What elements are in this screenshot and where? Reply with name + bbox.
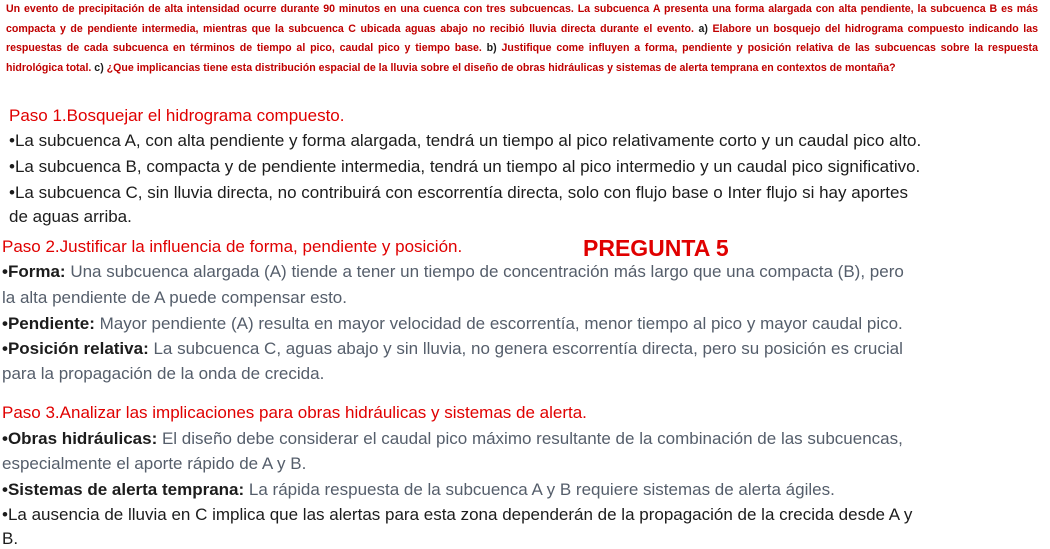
paso1-bullet-a: •La subcuenca A, con alta pendiente y forma alargada, tendrá un tiempo al pico relativamente corto y un caudal pico alto. bbox=[9, 131, 922, 150]
label-b: b) bbox=[486, 42, 497, 54]
paso2-title: Justificar la influencia de forma, pendiente y posición. bbox=[59, 237, 463, 256]
question-statement bbox=[6, 0, 1038, 78]
pendiente-text: Mayor pendiente (A) resulta en mayor velocidad de escorrentía, menor tiempo al pico y mayor caudal pico. bbox=[99, 314, 903, 333]
paso2-heading bbox=[2, 236, 462, 257]
paso3-heading bbox=[2, 402, 587, 423]
paso3-label: Paso 3. bbox=[2, 403, 60, 422]
forma-item bbox=[2, 261, 904, 282]
obras-item bbox=[2, 428, 903, 449]
paso2-label: Paso 2. bbox=[2, 237, 60, 256]
label-a: a) bbox=[698, 22, 708, 35]
posicion-label: •Posición relativa: bbox=[2, 339, 149, 358]
paso1-bullet-c-cont: de aguas arriba. bbox=[9, 207, 132, 226]
sistemas-text: La rápida respuesta de la subcuenca A y B requiere sistemas de alerta ágiles. bbox=[248, 480, 835, 499]
paso1-heading bbox=[9, 105, 344, 126]
ausencia-text: •La ausencia de lluvia en C implica que las alertas para esta zona dependerán de la propagación de la crecida desde A y bbox=[2, 505, 913, 524]
posicion-text: La subcuenca C, aguas abajo y sin lluvia, no genera escorrentía directa, pero su posición es crucial bbox=[153, 339, 903, 358]
question-intro: Un evento de precipitación de alta intensidad ocurre durante 90 minutos en una cuenca con tres subcuencas. La subcuenca A presenta una forma alargada con alta pendiente, la subcuenca B es más compacta y de pendiente intermedia, mientras que la subcuenca C ubicada aguas abajo no recibió lluvia directa durante el evento. bbox=[6, 3, 1038, 35]
question-part-a: Elabore un bosquejo del hidrograma compuesto indicando las respuestas de cada subcuenca en términos de tiempo al pico, caudal pico y tiempo base. bbox=[6, 22, 1038, 54]
question-part-c: ¿Que implicancias tiene esta distribución espacial de la lluvia sobre el diseño de obras hidráulicas y sistemas de alerta temprana en contextos de montaña? bbox=[106, 61, 896, 74]
forma-label: •Forma: bbox=[2, 262, 66, 281]
sistemas-item bbox=[2, 479, 835, 500]
paso3-title: Analizar las implicaciones para obras hidráulicas y sistemas de alerta. bbox=[59, 403, 587, 422]
posicion-item bbox=[2, 338, 903, 359]
obras-text: El diseño debe considerar el caudal pico máximo resultante de la combinación de las subcuencas, bbox=[161, 429, 903, 448]
obras-text-cont: especialmente el aporte rápido de A y B. bbox=[2, 454, 307, 473]
forma-text: Una subcuenca alargada (A) tiende a tener un tiempo de concentración más largo que una compacta (B), pero bbox=[70, 262, 904, 281]
label-c: c) bbox=[94, 61, 104, 74]
pregunta-title: PREGUNTA 5 bbox=[583, 235, 729, 261]
paso1-title: Bosquejar el hidrograma compuesto. bbox=[66, 106, 345, 125]
sistemas-label: •Sistemas de alerta temprana: bbox=[2, 480, 245, 499]
obras-label: •Obras hidráulicas: bbox=[2, 429, 158, 448]
forma-text-cont: la alta pendiente de A puede compensar esto. bbox=[2, 288, 347, 307]
paso1-bullet-b: •La subcuenca B, compacta y de pendiente intermedia, tendrá un tiempo al pico intermedio y un caudal pico significativo. bbox=[9, 157, 921, 176]
paso1-bullet-c: •La subcuenca C, sin lluvia directa, no contribuirá con escorrentía directa, solo con flujo base o Inter flujo si hay aportes bbox=[9, 183, 908, 202]
posicion-text-cont: para la propagación de la onda de crecida. bbox=[2, 364, 325, 383]
pendiente-item bbox=[2, 313, 903, 334]
ausencia-text-cont: B. bbox=[2, 529, 19, 548]
pendiente-label: •Pendiente: bbox=[2, 314, 95, 333]
paso1-label: Paso 1. bbox=[9, 106, 67, 125]
question-part-b: Justifique come influyen a forma, pendiente y posición relativa de las subcuencas sobre la respuesta hidrológica total. bbox=[6, 42, 1038, 74]
